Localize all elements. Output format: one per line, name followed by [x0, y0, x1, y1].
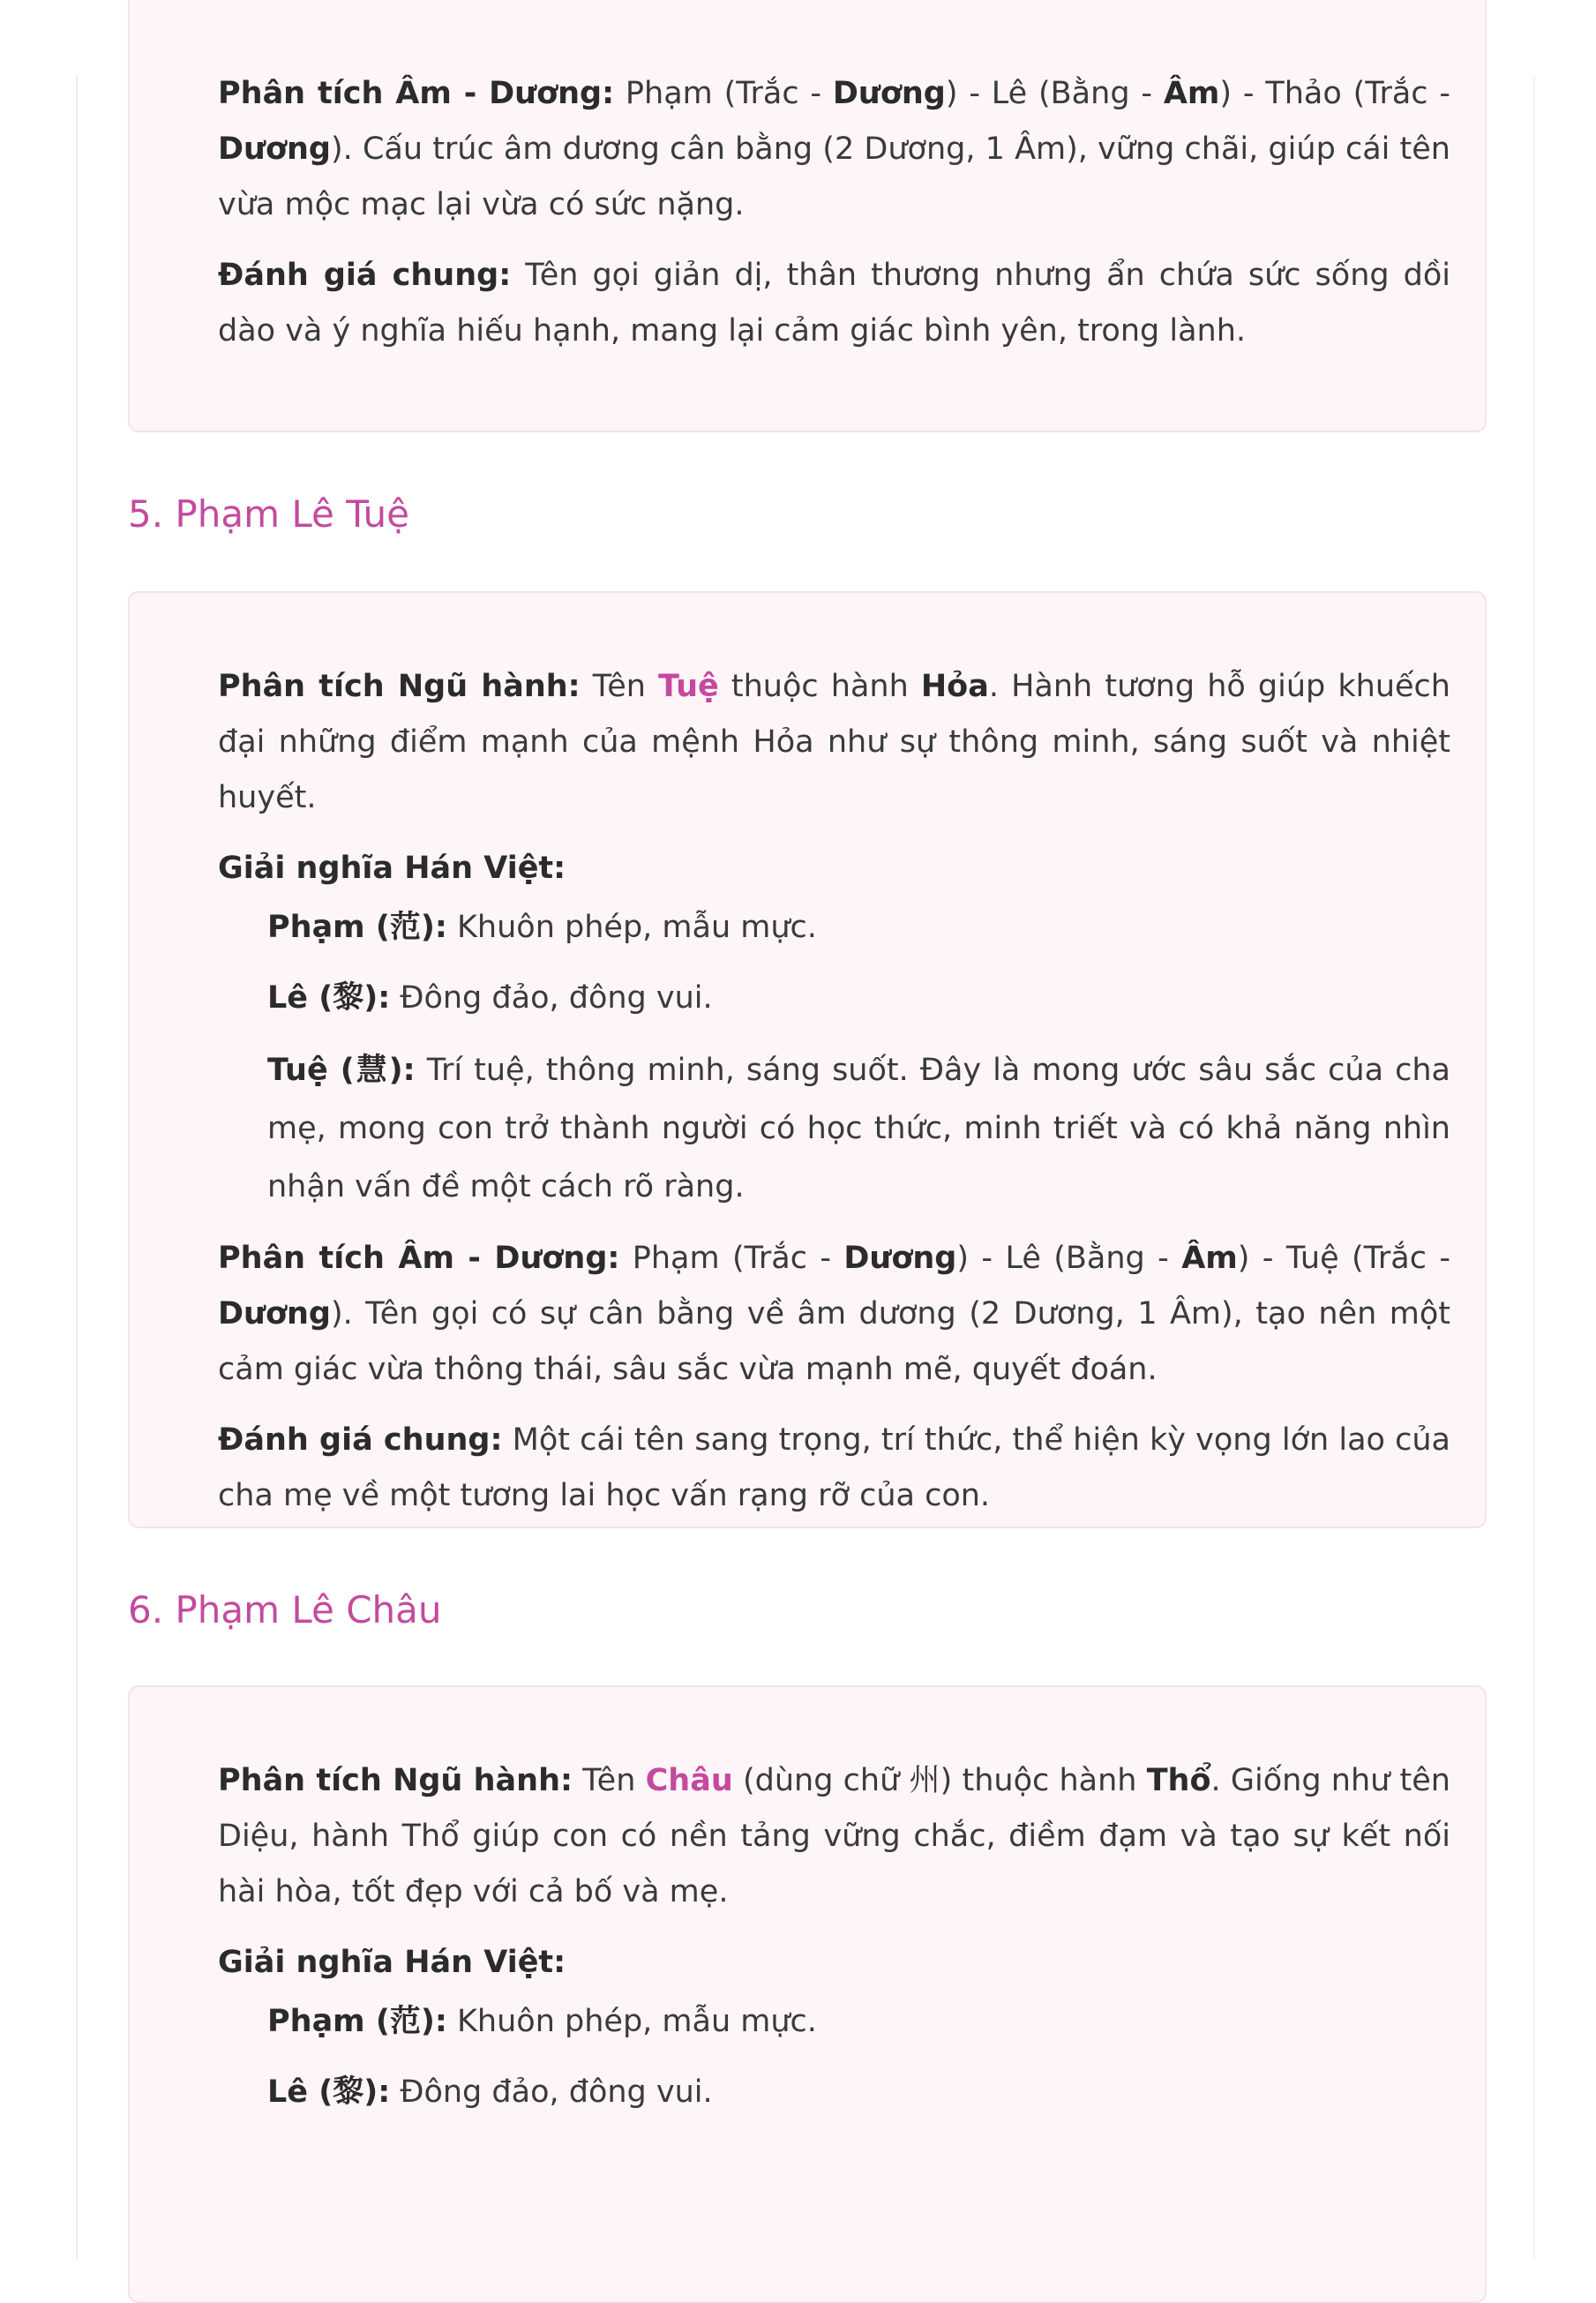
section-heading-5: 5. Phạm Lê Tuệ — [128, 492, 409, 536]
am-duong-analysis: Phân tích Âm - Dương: Phạm (Trắc - Dương) - Lê (Bằng - Âm) - Tuệ (Trắc - Dương). Tên gọi có sự cân bằng về âm dương (2 Dương, 1 Âm), tạo nên một cảm giác vừa thông thái, sâu sắc vừa mạnh mẽ, quyết đoán. — [218, 1241, 1450, 1387]
am-duong-analysis: Phân tích Âm - Dương: Phạm (Trắc - Dương) - Lê (Bằng - Âm) - Thảo (Trắc - Dương). Cấu trúc âm dương cân bằng (2 Dương, 1 Âm), vững chãi, giúp cái tên vừa mộc mạc lại vừa có sức nặng. — [218, 76, 1450, 222]
overall-evaluation: Đánh giá chung: Một cái tên sang trọng, trí thức, thể hiện kỳ vọng lớn lao của cha mẹ về một tương lai học vấn rạng rỡ của con. — [218, 1422, 1450, 1513]
left-margin-rule — [76, 75, 78, 2259]
han-viet-item: Lê (黎): Đông đảo, đông vui. — [267, 980, 713, 1016]
name-card-6 — [128, 1685, 1487, 2303]
han-viet-label: Giải nghĩa Hán Việt: — [218, 851, 566, 886]
han-viet-item: Phạm (范): Khuôn phép, mẫu mực. — [267, 2004, 817, 2039]
han-viet-item: Lê (黎): Đông đảo, đông vui. — [267, 2074, 713, 2110]
overall-evaluation: Đánh giá chung: Tên gọi giản dị, thân thương nhưng ẩn chứa sức sống dồi dào và ý nghĩa hiếu hạnh, mang lại cảm giác bình yên, trong lành. — [218, 258, 1450, 349]
name-card-5 — [128, 591, 1487, 1528]
ngu-hanh-analysis: Phân tích Ngũ hành: Tên Tuệ thuộc hành Hỏa. Hành tương hỗ giúp khuếch đại những điểm mạnh của mệnh Hỏa như sự thông minh, sáng suốt và nhiệt huyết. — [218, 669, 1450, 815]
han-viet-label: Giải nghĩa Hán Việt: — [218, 1945, 566, 1980]
right-margin-rule — [1533, 75, 1535, 2259]
han-viet-item: Tuệ (慧): Trí tuệ, thông minh, sáng suốt. Đây là mong ước sâu sắc của cha mẹ, mong con trở thành người có học thức, minh triết và có khả năng nhìn nhận vấn đề một cách rõ ràng. — [267, 1053, 1450, 1204]
ngu-hanh-analysis: Phân tích Ngũ hành: Tên Châu (dùng chữ 州) thuộc hành Thổ. Giống như tên Diệu, hành Thổ giúp con có nền tảng vững chắc, điềm đạm và tạo sự kết nối hài hòa, tốt đẹp với cả bố và mẹ. — [218, 1763, 1450, 1909]
section-heading-6: 6. Phạm Lê Châu — [128, 1588, 442, 1632]
han-viet-item: Phạm (范): Khuôn phép, mẫu mực. — [267, 910, 817, 945]
name-card-4-partial — [128, 0, 1487, 432]
